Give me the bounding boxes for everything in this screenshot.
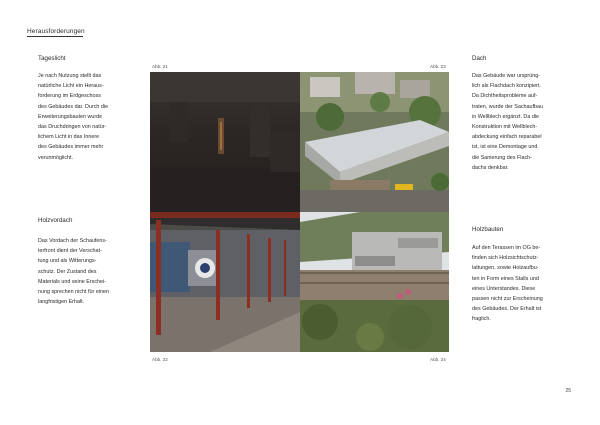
caption-abb23: Abb. 23 <box>430 64 446 69</box>
section-text-tageslicht: Je nach Nutzung stellt das natürliche Licht ein Heraus- forderung im Erdgeschoss des Gebäudes dar. Durch die Erweiterungsbauten wurde das Druchdringen von natür- lichem Licht in das Innere des Gebäudes immer mehr verunmöglicht. <box>38 73 109 161</box>
photo-wooden-canopy <box>150 212 300 352</box>
caption-abb22: Abb. 22 <box>152 357 168 362</box>
caption-abb24: Abb. 24 <box>430 357 446 362</box>
section-title-dach: Dach <box>472 55 487 62</box>
photo-aerial-roof <box>300 72 449 212</box>
section-text-holzbauten: Auf den Terassen im OG be- finden sich Holzsichtschutz- lattungen, sowie Holzaufbu- ten in Form eines Stalls und eines Unterstandes. Diese passen nicht zur Erscheinung des Gebäudes. Der Erhalt ist fraglich. <box>472 245 543 323</box>
section-title-holzbauten: Holzbauten <box>472 226 504 233</box>
header-underline <box>27 36 83 37</box>
page-number: 25 <box>565 388 571 394</box>
section-text-dach: Das Gebäude war ursprüng- lich als Flachdach konzipiert. Da Dichtheitsprobleme auf- traten, wurde der Sachaufbau in Wellblech ergänzt. Da die Konstruktion mit Wellblech- abdeckung einfach reparabel ist, ist eine Demontage und die Sanierung des Flach- dachs denkbar. <box>472 73 544 171</box>
section-text-holzvordach: Das Vordach der Schaufens- terfront dient der Verschat- tung und als Witterungs- schutz. Der Zustand des Materials und seine Erschei- nung sprechen nicht für einen langfristigen Erhalt. <box>38 238 110 306</box>
caption-abb21: Abb. 21 <box>152 64 168 69</box>
section-title-holzvordach: Holzvordach <box>38 217 73 224</box>
photo-dark-interior <box>150 72 300 212</box>
photo-wooden-terraces <box>300 212 449 352</box>
page-header: Herausforderungen <box>27 28 85 35</box>
section-title-tageslicht: Tageslicht <box>38 55 66 62</box>
